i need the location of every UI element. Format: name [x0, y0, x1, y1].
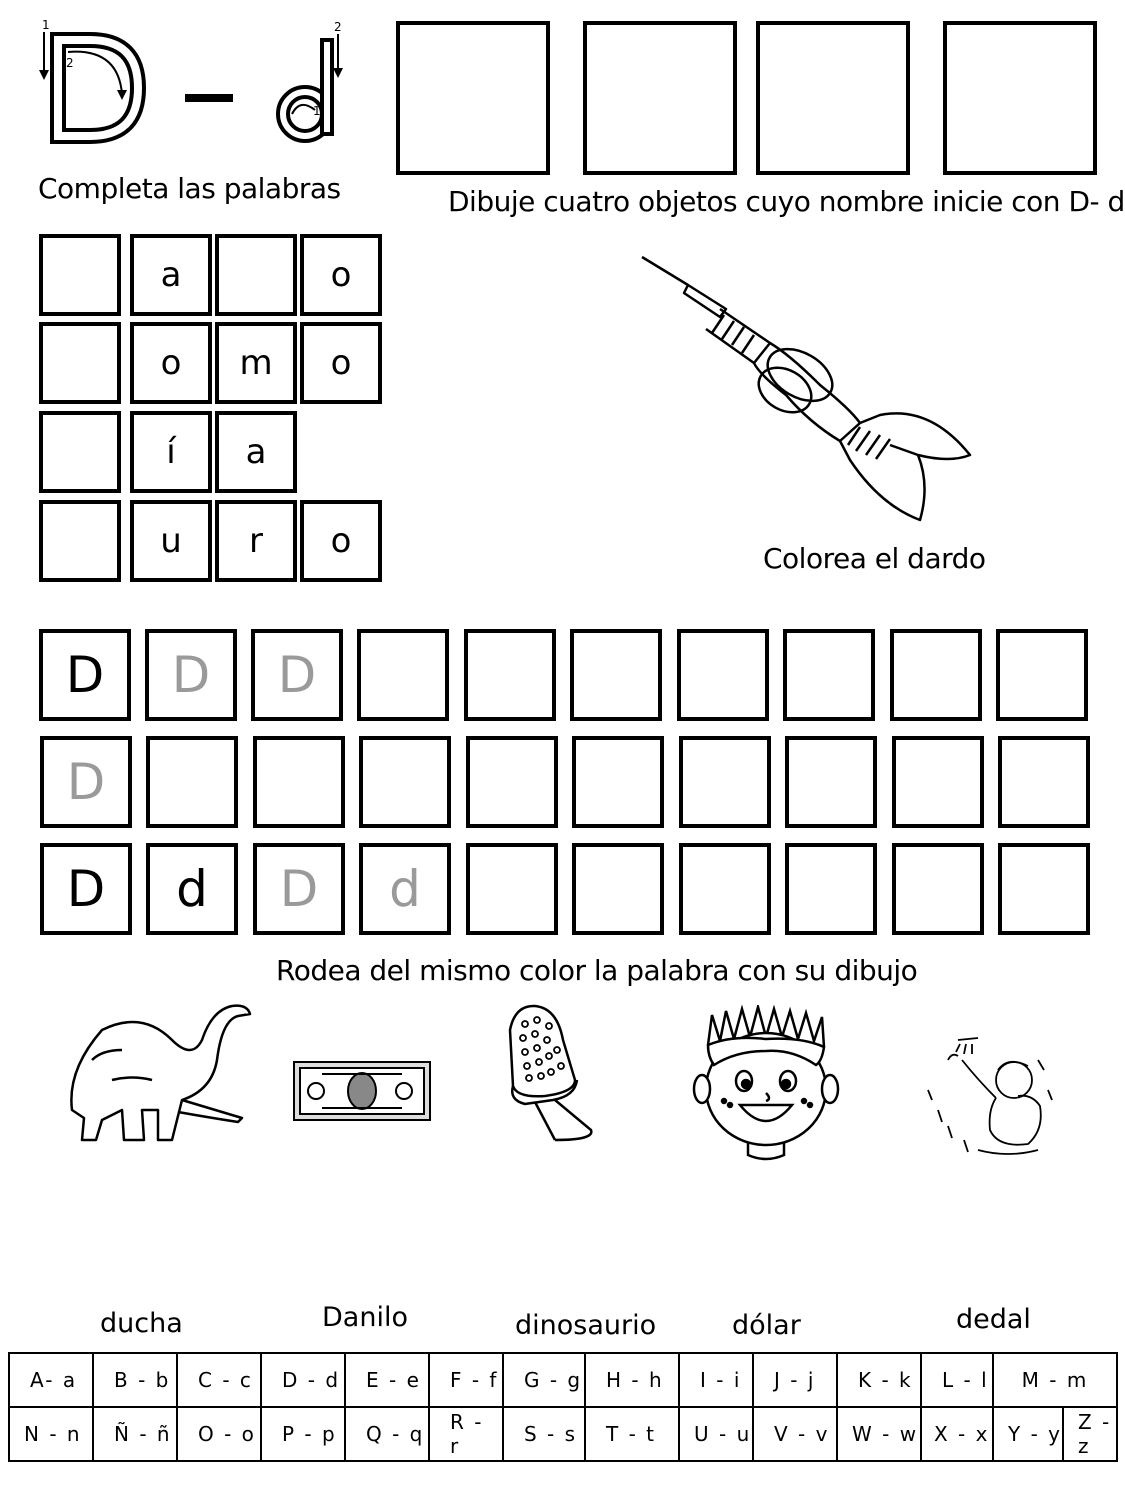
word-cell: u [130, 500, 212, 582]
alphabet-cell: Ñ - ñ [93, 1407, 177, 1461]
alphabet-cell: F - f [429, 1353, 503, 1407]
word-cell: í [130, 411, 212, 493]
trace-cell-empty[interactable] [570, 629, 662, 721]
trace-cell-empty[interactable] [253, 736, 345, 828]
match-word[interactable]: ducha [100, 1308, 183, 1339]
letter-header [30, 18, 360, 148]
word-cell[interactable] [39, 234, 121, 316]
alphabet-cell: A- a [9, 1353, 93, 1407]
word-cell: o [300, 500, 382, 582]
word-cell: r [215, 500, 297, 582]
trace-cell-empty[interactable] [892, 843, 984, 935]
word-cell: o [300, 322, 382, 404]
alphabet-cell: D - d [261, 1353, 345, 1407]
dotted-letter: D [171, 646, 211, 704]
alphabet-cell: R - r [429, 1407, 503, 1461]
trace-cell-empty[interactable] [572, 843, 664, 935]
trace-cell-empty[interactable] [998, 736, 1090, 828]
trace-cell-model [146, 843, 238, 935]
alphabet-cell: P - p [261, 1407, 345, 1461]
alphabet-cell: Z - z [1063, 1407, 1117, 1461]
trace-cell-empty[interactable] [998, 843, 1090, 935]
trace-cell-empty[interactable] [892, 736, 984, 828]
trace-cell-empty[interactable] [464, 629, 556, 721]
word-cell: m [215, 322, 297, 404]
alphabet-cell: K - k [837, 1353, 921, 1407]
trace-cell-empty[interactable] [679, 843, 771, 935]
word-cell: a [130, 234, 212, 316]
dotted-letter: D [279, 860, 319, 918]
trace-cell-empty[interactable] [466, 843, 558, 935]
trace-cell-dotted[interactable] [359, 843, 451, 935]
alphabet-cell: B - b [93, 1353, 177, 1407]
stroke-number-2: 2 [66, 56, 74, 70]
alphabet-cell: O - o [177, 1407, 261, 1461]
letter-d-stroke-guide [30, 18, 360, 148]
alphabet-cell: L - l [921, 1353, 993, 1407]
alphabet-cell: W - w [837, 1407, 921, 1461]
trace-cell-empty[interactable] [785, 843, 877, 935]
alphabet-cell: X - x [921, 1407, 993, 1461]
dotted-letter: D [277, 646, 317, 704]
trace-cell-empty[interactable] [785, 736, 877, 828]
dollar-image[interactable] [292, 1060, 432, 1122]
alphabet-cell: C - c [177, 1353, 261, 1407]
thimble-image[interactable] [495, 1000, 615, 1145]
alphabet-cell: M - m [993, 1353, 1117, 1407]
alphabet-cell: I - i [679, 1353, 753, 1407]
word-cell: o [130, 322, 212, 404]
drawing-box-1[interactable] [396, 21, 550, 175]
dotted-letter: D [66, 753, 106, 811]
word-cell[interactable] [39, 500, 121, 582]
dinosaur-image[interactable] [62, 1000, 252, 1155]
word-cell: o [300, 234, 382, 316]
stroke-number-2-lower: 2 [334, 20, 342, 34]
stroke-number-1: 1 [42, 18, 50, 32]
alphabet-cell: T - t [585, 1407, 679, 1461]
dotted-letter: d [389, 860, 421, 918]
trace-cell-empty[interactable] [996, 629, 1088, 721]
trace-cell-empty[interactable] [572, 736, 664, 828]
alphabet-row [9, 1353, 1117, 1407]
trace-cell-empty[interactable] [890, 629, 982, 721]
trace-cell-dotted[interactable] [40, 736, 132, 828]
alphabet-row [9, 1407, 1117, 1461]
alphabet-cell: E - e [345, 1353, 429, 1407]
alphabet-cell: Q - q [345, 1407, 429, 1461]
trace-cell-dotted[interactable] [253, 843, 345, 935]
alphabet-cell: N - n [9, 1407, 93, 1461]
draw-objects-instruction: Dibuje cuatro objetos cuyo nombre inicie con D- d [448, 185, 1125, 218]
word-cell[interactable] [215, 234, 297, 316]
trace-cell-empty[interactable] [677, 629, 769, 721]
word-cell: a [215, 411, 297, 493]
complete-words-instruction: Completa las palabras [38, 172, 341, 205]
alphabet-cell: J - j [753, 1353, 837, 1407]
boy-face-image[interactable] [692, 1005, 840, 1165]
alphabet-cell: S - s [503, 1407, 585, 1461]
alphabet-cell: U - u [679, 1407, 753, 1461]
drawing-box-3[interactable] [756, 21, 910, 175]
drawing-box-4[interactable] [943, 21, 1097, 175]
alphabet-cell: Y - y [993, 1407, 1063, 1461]
trace-cell-model [39, 629, 131, 721]
stroke-number-1-lower: 1 [313, 104, 321, 118]
trace-cell-model [40, 843, 132, 935]
model-letter: D [66, 860, 106, 918]
match-word[interactable]: dedal [956, 1304, 1031, 1335]
alphabet-cell: G - g [503, 1353, 585, 1407]
match-word[interactable]: dólar [732, 1310, 801, 1341]
trace-cell-empty[interactable] [359, 736, 451, 828]
match-word[interactable]: Danilo [322, 1302, 408, 1333]
word-cell[interactable] [39, 322, 121, 404]
trace-cell-empty[interactable] [146, 736, 238, 828]
trace-cell-empty[interactable] [466, 736, 558, 828]
match-word[interactable]: dinosaurio [515, 1310, 657, 1341]
match-words-instruction: Rodea del mismo color la palabra con su dibujo [276, 954, 918, 987]
model-letter: D [65, 646, 105, 704]
trace-cell-dotted[interactable] [145, 629, 237, 721]
drawing-box-2[interactable] [583, 21, 737, 175]
color-dart-instruction: Colorea el dardo [763, 542, 986, 575]
trace-cell-dotted[interactable] [251, 629, 343, 721]
trace-cell-empty[interactable] [783, 629, 875, 721]
word-cell[interactable] [39, 411, 121, 493]
trace-cell-empty[interactable] [679, 736, 771, 828]
model-letter: d [176, 860, 208, 918]
alphabet-table [8, 1352, 1118, 1462]
trace-cell-empty[interactable] [357, 629, 449, 721]
alphabet-cell: H - h [585, 1353, 679, 1407]
shower-image[interactable] [918, 1030, 1058, 1160]
dart-image[interactable] [630, 245, 980, 530]
alphabet-cell: V - v [753, 1407, 837, 1461]
